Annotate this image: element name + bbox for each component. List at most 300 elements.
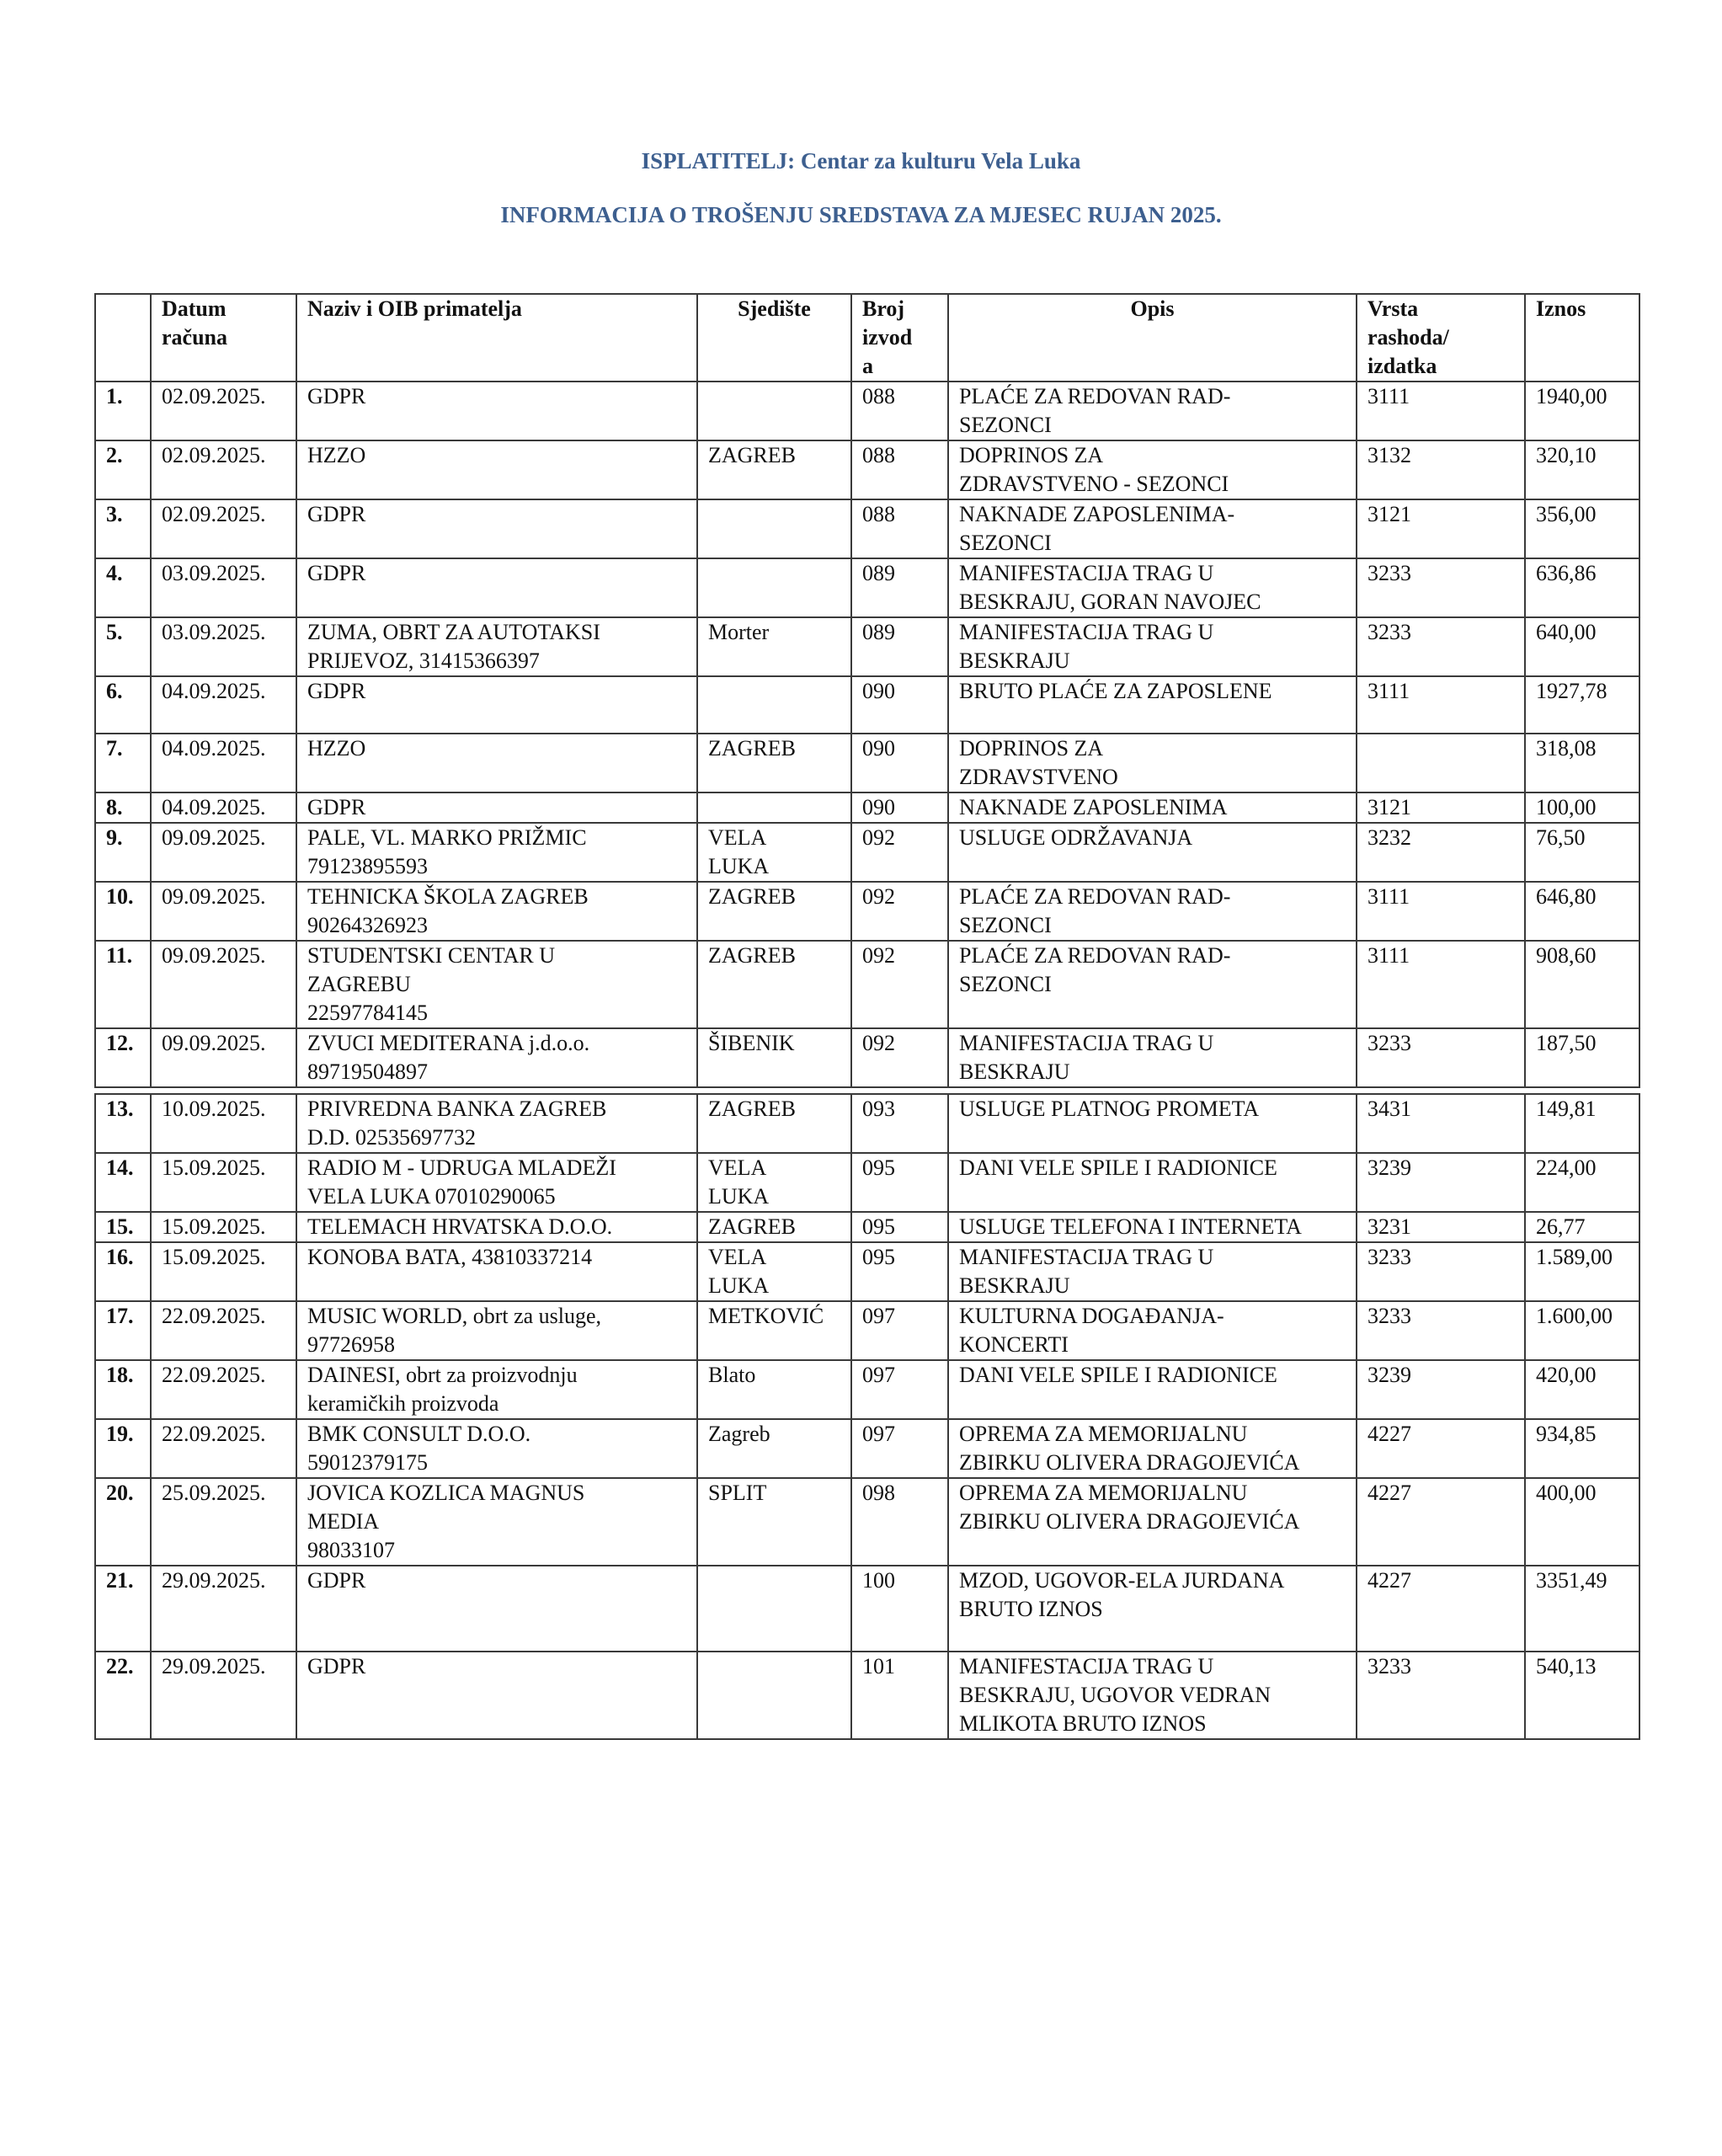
cell-seat-line: VELA — [708, 825, 767, 850]
cell-number: 4. — [95, 558, 151, 617]
cell-seat — [697, 676, 851, 734]
cell-recipient — [296, 1652, 697, 1739]
cell-description — [948, 1566, 1357, 1652]
cell-number: 13. — [95, 1094, 151, 1153]
cell-statement: 089 — [851, 558, 948, 617]
cell-description-line: SEZONCI — [959, 972, 1052, 996]
cell-seat — [697, 882, 851, 941]
cell-description — [948, 734, 1357, 792]
cell-date: 15.09.2025. — [151, 1212, 296, 1242]
cell-recipient-line: TEHNICKA ŠKOLA ZAGREB — [307, 884, 589, 909]
cell-recipient-line: GDPR — [307, 384, 366, 408]
cell-description — [948, 1153, 1357, 1212]
cell-seat — [697, 1094, 851, 1153]
cell-recipient — [296, 823, 697, 882]
cell-date: 22.09.2025. — [151, 1301, 296, 1360]
cell-seat-line: LUKA — [708, 1184, 770, 1209]
cell-seat — [697, 792, 851, 823]
cell-description-line: KONCERTI — [959, 1332, 1069, 1357]
cell-expense-type: 3233 — [1357, 1028, 1525, 1087]
cell-expense-type: 3132 — [1357, 440, 1525, 499]
table-row — [95, 1419, 1639, 1478]
cell-description-line: BESKRAJU — [959, 1059, 1070, 1084]
cell-expense-type: 3232 — [1357, 823, 1525, 882]
cell-seat-line: VELA — [708, 1155, 767, 1180]
cell-seat — [697, 941, 851, 1028]
cell-recipient — [296, 1301, 697, 1360]
cell-amount: 187,50 — [1525, 1028, 1639, 1087]
cell-statement: 095 — [851, 1242, 948, 1301]
cell-description-line: DANI VELE SPILE I RADIONICE — [959, 1363, 1277, 1387]
cell-amount: 636,86 — [1525, 558, 1639, 617]
cell-amount: 26,77 — [1525, 1212, 1639, 1242]
cell-recipient-line: PRIJEVOZ, 31415366397 — [307, 648, 540, 673]
cell-number: 14. — [95, 1153, 151, 1212]
table-row — [95, 1301, 1639, 1360]
cell-statement: 100 — [851, 1566, 948, 1652]
cell-date: 09.09.2025. — [151, 823, 296, 882]
cell-date: 04.09.2025. — [151, 734, 296, 792]
header-statement-line: Broj — [862, 296, 905, 321]
cell-date: 04.09.2025. — [151, 792, 296, 823]
cell-seat — [697, 440, 851, 499]
cell-amount: 540,13 — [1525, 1652, 1639, 1739]
cell-seat — [697, 558, 851, 617]
cell-number: 22. — [95, 1652, 151, 1739]
cell-expense-type: 3233 — [1357, 1242, 1525, 1301]
cell-number: 11. — [95, 941, 151, 1028]
cell-statement: 101 — [851, 1652, 948, 1739]
cell-statement: 088 — [851, 440, 948, 499]
table-header-row — [95, 294, 1639, 382]
cell-description — [948, 1652, 1357, 1739]
cell-recipient-line: GDPR — [307, 561, 366, 585]
cell-statement: 090 — [851, 792, 948, 823]
cell-recipient-line: DAINESI, obrt za proizvodnju — [307, 1363, 578, 1387]
cell-description — [948, 792, 1357, 823]
cell-expense-type: 3111 — [1357, 882, 1525, 941]
cell-recipient-line: RADIO M - UDRUGA MLADEŽI — [307, 1155, 616, 1180]
cell-expense-type: 3233 — [1357, 1652, 1525, 1739]
cell-description-line: USLUGE ODRŽAVANJA — [959, 825, 1193, 850]
cell-statement: 098 — [851, 1478, 948, 1566]
cell-statement: 097 — [851, 1360, 948, 1419]
cell-amount: 318,08 — [1525, 734, 1639, 792]
cell-date: 02.09.2025. — [151, 382, 296, 440]
cell-date: 03.09.2025. — [151, 617, 296, 676]
cell-statement: 097 — [851, 1301, 948, 1360]
cell-description — [948, 440, 1357, 499]
header-statement — [851, 294, 948, 382]
cell-recipient-line: VELA LUKA 07010290065 — [307, 1184, 556, 1209]
header-seat: Sjedište — [697, 294, 851, 382]
cell-seat — [697, 734, 851, 792]
cell-recipient-line: KONOBA BATA, 43810337214 — [307, 1245, 593, 1269]
cell-description-line: MLIKOTA BRUTO IZNOS — [959, 1711, 1207, 1736]
cell-description — [948, 1242, 1357, 1301]
table-row — [95, 1153, 1639, 1212]
cell-recipient — [296, 1478, 697, 1566]
table-row — [95, 734, 1639, 792]
cell-amount: 1.589,00 — [1525, 1242, 1639, 1301]
table-row — [95, 617, 1639, 676]
cell-description — [948, 676, 1357, 734]
cell-expense-type: 3239 — [1357, 1153, 1525, 1212]
cell-amount: 356,00 — [1525, 499, 1639, 558]
cell-recipient — [296, 882, 697, 941]
cell-date: 29.09.2025. — [151, 1652, 296, 1739]
cell-seat — [697, 823, 851, 882]
cell-expense-type: 3233 — [1357, 1301, 1525, 1360]
cell-expense-type — [1357, 734, 1525, 792]
table-row — [95, 558, 1639, 617]
payer-heading: ISPLATITELJ: Centar za kulturu Vela Luka — [641, 148, 1081, 173]
cell-recipient-line: JOVICA KOZLICA MAGNUS — [307, 1481, 585, 1505]
cell-description-line: SEZONCI — [959, 413, 1052, 437]
table-row — [95, 1652, 1639, 1739]
cell-seat — [697, 1028, 851, 1087]
cell-seat-line: ŠIBENIK — [708, 1031, 795, 1055]
cell-recipient-line: 59012379175 — [307, 1450, 428, 1475]
cell-description-line: OPREMA ZA MEMORIJALNU — [959, 1481, 1248, 1505]
cell-statement: 092 — [851, 882, 948, 941]
cell-description-line: KULTURNA DOGAĐANJA- — [959, 1304, 1224, 1328]
cell-recipient-line: TELEMACH HRVATSKA D.O.O. — [307, 1214, 613, 1239]
cell-description-line: MANIFESTACIJA TRAG U — [959, 561, 1214, 585]
cell-description-line: PLAĆE ZA REDOVAN RAD- — [959, 884, 1231, 909]
header-date — [151, 294, 296, 382]
table-row — [95, 1478, 1639, 1566]
cell-recipient — [296, 1094, 697, 1153]
cell-statement: 092 — [851, 1028, 948, 1087]
table-row — [95, 1028, 1639, 1087]
cell-amount: 908,60 — [1525, 941, 1639, 1028]
table-row — [95, 1242, 1639, 1301]
cell-statement: 088 — [851, 499, 948, 558]
header-date-line: računa — [162, 325, 227, 350]
cell-recipient-line: keramičkih proizvoda — [307, 1391, 499, 1416]
cell-recipient — [296, 1212, 697, 1242]
cell-expense-type: 3111 — [1357, 382, 1525, 440]
cell-recipient — [296, 1360, 697, 1419]
cell-seat — [697, 1242, 851, 1301]
cell-description-line: BRUTO IZNOS — [959, 1597, 1103, 1621]
header-expense-type — [1357, 294, 1525, 382]
cell-seat — [697, 1301, 851, 1360]
cell-description-line: MANIFESTACIJA TRAG U — [959, 1245, 1214, 1269]
cell-description-line: DOPRINOS ZA — [959, 736, 1104, 760]
cell-seat-line: Morter — [708, 620, 770, 644]
cell-number: 19. — [95, 1419, 151, 1478]
cell-description — [948, 1301, 1357, 1360]
cell-date: 02.09.2025. — [151, 499, 296, 558]
cell-number: 8. — [95, 792, 151, 823]
cell-recipient-line: 98033107 — [307, 1538, 395, 1562]
header-statement-line: izvod — [862, 325, 913, 350]
cell-expense-type: 3239 — [1357, 1360, 1525, 1419]
cell-amount: 640,00 — [1525, 617, 1639, 676]
cell-recipient-line: ZVUCI MEDITERANA j.d.o.o. — [307, 1031, 590, 1055]
cell-seat-line: ZAGREB — [708, 1214, 796, 1239]
cell-seat — [697, 1212, 851, 1242]
cell-statement: 093 — [851, 1094, 948, 1153]
header-number — [95, 294, 151, 382]
cell-description-line: MZOD, UGOVOR-ELA JURDANA — [959, 1568, 1285, 1593]
cell-statement: 095 — [851, 1212, 948, 1242]
cell-date: 09.09.2025. — [151, 1028, 296, 1087]
cell-amount: 400,00 — [1525, 1478, 1639, 1566]
cell-seat — [697, 1478, 851, 1566]
cell-expense-type: 3231 — [1357, 1212, 1525, 1242]
cell-recipient-line: GDPR — [307, 502, 366, 526]
header-recipient: Naziv i OIB primatelja — [296, 294, 697, 382]
cell-number: 16. — [95, 1242, 151, 1301]
cell-recipient-line: 79123895593 — [307, 854, 428, 878]
cell-seat-line: ZAGREB — [708, 884, 796, 909]
cell-expense-type: 3111 — [1357, 676, 1525, 734]
cell-description — [948, 941, 1357, 1028]
cell-date: 04.09.2025. — [151, 676, 296, 734]
cell-description-line: ZBIRKU OLIVERA DRAGOJEVIĆA — [959, 1450, 1300, 1475]
cell-recipient-line: HZZO — [307, 443, 366, 467]
cell-description-line: OPREMA ZA MEMORIJALNU — [959, 1422, 1248, 1446]
cell-seat — [697, 1419, 851, 1478]
table-row — [95, 382, 1639, 440]
cell-statement: 097 — [851, 1419, 948, 1478]
header-description: Opis — [948, 294, 1357, 382]
cell-statement: 092 — [851, 823, 948, 882]
cell-amount: 934,85 — [1525, 1419, 1639, 1478]
cell-recipient-line: ZAGREBU — [307, 972, 411, 996]
cell-seat — [697, 382, 851, 440]
cell-date: 09.09.2025. — [151, 941, 296, 1028]
cell-recipient-line: 90264326923 — [307, 913, 428, 937]
cell-number: 1. — [95, 382, 151, 440]
cell-recipient — [296, 1566, 697, 1652]
cell-statement: 090 — [851, 734, 948, 792]
cell-date: 02.09.2025. — [151, 440, 296, 499]
expenditure-table — [94, 293, 1640, 1088]
cell-seat-line: LUKA — [708, 1273, 770, 1298]
cell-description-line: USLUGE TELEFONA I INTERNETA — [959, 1214, 1302, 1239]
cell-recipient — [296, 941, 697, 1028]
table-row — [95, 823, 1639, 882]
cell-seat-line: Blato — [708, 1363, 756, 1387]
table-row — [95, 1360, 1639, 1419]
cell-recipient-line: MUSIC WORLD, obrt za usluge, — [307, 1304, 602, 1328]
cell-expense-type: 3121 — [1357, 792, 1525, 823]
cell-statement: 092 — [851, 941, 948, 1028]
table-row — [95, 1094, 1639, 1153]
cell-description-line: MANIFESTACIJA TRAG U — [959, 620, 1214, 644]
cell-description-line: PLAĆE ZA REDOVAN RAD- — [959, 943, 1231, 968]
cell-description — [948, 1360, 1357, 1419]
cell-expense-type: 4227 — [1357, 1419, 1525, 1478]
cell-recipient — [296, 440, 697, 499]
table-row — [95, 499, 1639, 558]
cell-number: 6. — [95, 676, 151, 734]
header-type-line: izdatka — [1367, 354, 1437, 378]
cell-description-line: BESKRAJU, GORAN NAVOJEC — [959, 590, 1261, 614]
cell-date: 15.09.2025. — [151, 1153, 296, 1212]
cell-description-line: PLAĆE ZA REDOVAN RAD- — [959, 384, 1231, 408]
cell-expense-type: 3233 — [1357, 558, 1525, 617]
cell-statement: 089 — [851, 617, 948, 676]
cell-seat-line: ZAGREB — [708, 443, 796, 467]
expenditure-table-continued — [94, 1093, 1640, 1740]
cell-number: 17. — [95, 1301, 151, 1360]
cell-description-line: BESKRAJU — [959, 648, 1070, 673]
cell-amount: 100,00 — [1525, 792, 1639, 823]
cell-expense-type: 3431 — [1357, 1094, 1525, 1153]
cell-description-line: ZDRAVSTVENO - SEZONCI — [959, 472, 1229, 496]
cell-recipient-line: 89719504897 — [307, 1059, 428, 1084]
cell-recipient — [296, 1153, 697, 1212]
cell-description-line: SEZONCI — [959, 531, 1052, 555]
cell-recipient — [296, 558, 697, 617]
cell-description — [948, 823, 1357, 882]
cell-number: 10. — [95, 882, 151, 941]
cell-amount: 1927,78 — [1525, 676, 1639, 734]
header-type-line: Vrsta — [1367, 296, 1419, 321]
cell-description-line: BESKRAJU — [959, 1273, 1070, 1298]
cell-statement: 095 — [851, 1153, 948, 1212]
cell-recipient-line: GDPR — [307, 1654, 366, 1678]
cell-seat-line: ZAGREB — [708, 943, 796, 968]
cell-seat-line: ZAGREB — [708, 736, 796, 760]
cell-recipient-line: D.D. 02535697732 — [307, 1125, 477, 1150]
cell-statement: 088 — [851, 382, 948, 440]
table-row — [95, 676, 1639, 734]
cell-date: 10.09.2025. — [151, 1094, 296, 1153]
cell-description — [948, 1419, 1357, 1478]
cell-amount: 224,00 — [1525, 1153, 1639, 1212]
cell-recipient — [296, 676, 697, 734]
cell-description — [948, 1212, 1357, 1242]
cell-recipient-line: MEDIA — [307, 1509, 380, 1534]
cell-number: 15. — [95, 1212, 151, 1242]
table-body-part-1 — [95, 382, 1639, 1087]
cell-expense-type: 4227 — [1357, 1478, 1525, 1566]
cell-statement: 090 — [851, 676, 948, 734]
cell-description-line: MANIFESTACIJA TRAG U — [959, 1654, 1214, 1678]
cell-number: 18. — [95, 1360, 151, 1419]
table-body-part-2 — [95, 1094, 1639, 1739]
cell-number: 2. — [95, 440, 151, 499]
cell-description — [948, 558, 1357, 617]
document-title: INFORMACIJA O TROŠENJU SREDSTAVA ZA MJESEC RUJAN 2025. — [500, 202, 1222, 227]
cell-number: 3. — [95, 499, 151, 558]
cell-recipient-line: PRIVREDNA BANKA ZAGREB — [307, 1097, 607, 1121]
cell-description — [948, 882, 1357, 941]
cell-seat-line: VELA — [708, 1245, 767, 1269]
cell-date: 22.09.2025. — [151, 1419, 296, 1478]
cell-recipient — [296, 617, 697, 676]
cell-date: 09.09.2025. — [151, 882, 296, 941]
cell-recipient — [296, 734, 697, 792]
cell-description-line: BRUTO PLAĆE ZA ZAPOSLENE — [959, 679, 1272, 703]
table-row — [95, 1566, 1639, 1652]
header-date-line: Datum — [162, 296, 227, 321]
cell-amount: 149,81 — [1525, 1094, 1639, 1153]
cell-seat — [697, 1360, 851, 1419]
cell-seat — [697, 1652, 851, 1739]
cell-amount: 1940,00 — [1525, 382, 1639, 440]
cell-seat — [697, 499, 851, 558]
cell-recipient — [296, 1419, 697, 1478]
cell-amount: 1.600,00 — [1525, 1301, 1639, 1360]
cell-number: 7. — [95, 734, 151, 792]
cell-recipient-line: 22597784145 — [307, 1001, 428, 1025]
cell-description-line: NAKNADE ZAPOSLENIMA — [959, 795, 1228, 819]
cell-description — [948, 382, 1357, 440]
cell-amount: 320,10 — [1525, 440, 1639, 499]
cell-description — [948, 499, 1357, 558]
cell-recipient — [296, 1242, 697, 1301]
table-row — [95, 440, 1639, 499]
cell-seat — [697, 617, 851, 676]
cell-description-line: USLUGE PLATNOG PROMETA — [959, 1097, 1260, 1121]
cell-description — [948, 1028, 1357, 1087]
cell-recipient-line: 97726958 — [307, 1332, 395, 1357]
cell-seat-line: METKOVIĆ — [708, 1304, 824, 1328]
cell-seat-line: ZAGREB — [708, 1097, 796, 1121]
cell-description — [948, 1094, 1357, 1153]
cell-date: 15.09.2025. — [151, 1242, 296, 1301]
table-row — [95, 941, 1639, 1028]
cell-number: 21. — [95, 1566, 151, 1652]
cell-recipient-line: BMK CONSULT D.O.O. — [307, 1422, 531, 1446]
cell-number: 20. — [95, 1478, 151, 1566]
cell-expense-type: 4227 — [1357, 1566, 1525, 1652]
cell-recipient-line: HZZO — [307, 736, 366, 760]
cell-recipient-line: ZUMA, OBRT ZA AUTOTAKSI — [307, 620, 600, 644]
cell-seat — [697, 1153, 851, 1212]
cell-amount: 420,00 — [1525, 1360, 1639, 1419]
cell-description-line: NAKNADE ZAPOSLENIMA- — [959, 502, 1235, 526]
cell-description-line: SEZONCI — [959, 913, 1052, 937]
cell-recipient-line: PALE, VL. MARKO PRIŽMIC — [307, 825, 587, 850]
table-row — [95, 1212, 1639, 1242]
cell-recipient-line: GDPR — [307, 795, 366, 819]
cell-recipient-line: STUDENTSKI CENTAR U — [307, 943, 556, 968]
cell-seat-line: SPLIT — [708, 1481, 767, 1505]
cell-date: 29.09.2025. — [151, 1566, 296, 1652]
cell-expense-type: 3233 — [1357, 617, 1525, 676]
cell-description-line: DOPRINOS ZA — [959, 443, 1104, 467]
cell-number: 12. — [95, 1028, 151, 1087]
cell-description — [948, 617, 1357, 676]
cell-recipient — [296, 1028, 697, 1087]
cell-recipient-line: GDPR — [307, 1568, 366, 1593]
table-row — [95, 882, 1639, 941]
cell-description — [948, 1478, 1357, 1566]
cell-expense-type: 3121 — [1357, 499, 1525, 558]
cell-date: 03.09.2025. — [151, 558, 296, 617]
cell-description-line: ZBIRKU OLIVERA DRAGOJEVIĆA — [959, 1509, 1300, 1534]
cell-description-line: MANIFESTACIJA TRAG U — [959, 1031, 1214, 1055]
table-row — [95, 792, 1639, 823]
cell-expense-type: 3111 — [1357, 941, 1525, 1028]
cell-amount: 646,80 — [1525, 882, 1639, 941]
cell-recipient — [296, 792, 697, 823]
cell-recipient — [296, 382, 697, 440]
cell-seat-line: Zagreb — [708, 1422, 770, 1446]
cell-amount: 76,50 — [1525, 823, 1639, 882]
cell-description-line: BESKRAJU, UGOVOR VEDRAN — [959, 1683, 1272, 1707]
cell-recipient-line: GDPR — [307, 679, 366, 703]
cell-date: 25.09.2025. — [151, 1478, 296, 1566]
